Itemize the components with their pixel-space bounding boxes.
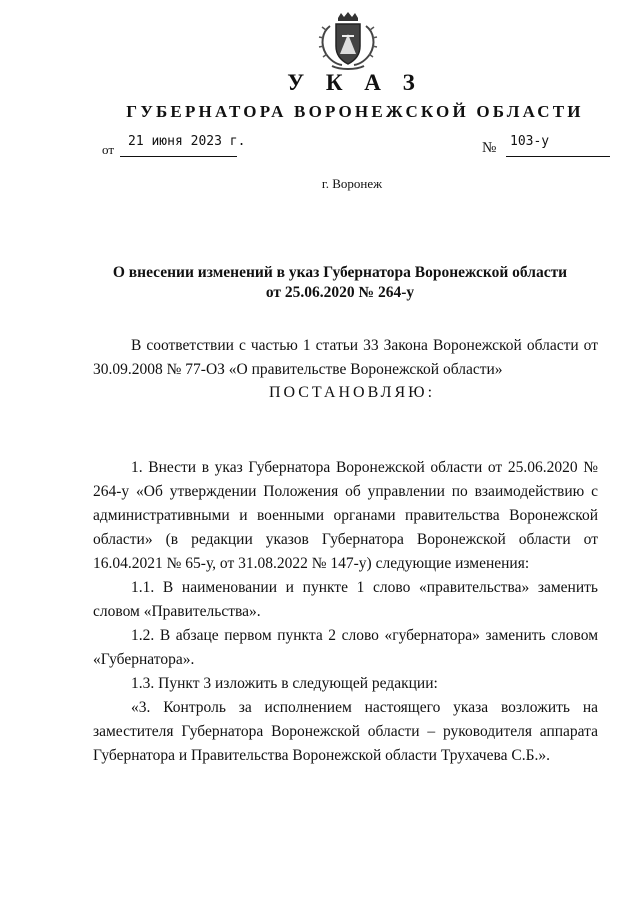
item-1-1: 1.1. В наименовании и пункте 1 слово «правительства» заменить словом «Правительства». bbox=[93, 579, 598, 620]
item-1: 1. Внести в указ Губернатора Воронежской области от 25.06.2020 № 264-у «Об утверждении Положения об управлении по взаимодействию с административными и военными органами правительства Воронежской области» (в редакции указов Губернатора Воронежской области от 16.04.2021 № 65-у, от 31.08.2022 № 147-у) следующие изменения: bbox=[93, 459, 598, 572]
date-prefix: от bbox=[102, 142, 115, 157]
coat-of-arms-icon bbox=[308, 10, 388, 72]
date-value: 21 июня 2023 г. bbox=[128, 134, 246, 149]
decree-word: ПОСТАНОВЛЯЮ: bbox=[268, 384, 436, 401]
decree-items bbox=[93, 456, 598, 768]
number-prefix: № bbox=[482, 140, 497, 156]
date-underline bbox=[120, 156, 237, 157]
preamble-block bbox=[93, 334, 598, 382]
subject-line-2: от 25.06.2020 № 264-у bbox=[265, 284, 415, 301]
item-1-3: 1.3. Пункт 3 изложить в следующей редакции: bbox=[131, 675, 438, 692]
subject-line-1: О внесении изменений в указ Губернатора Воронежской области bbox=[112, 264, 568, 281]
item-1-3-text: «3. Контроль за исполнением настоящего указа возложить на заместителя Губернатора Воронежской области – руководителя аппарата Губернатора и Правительства Воронежской области Трухачева С.Б.». bbox=[93, 699, 598, 764]
preamble: В соответствии с частью 1 статьи 33 Закона Воронежской области от 30.09.2008 № 77-ОЗ «О правительстве Воронежской области» bbox=[93, 337, 598, 378]
number-underline bbox=[506, 156, 610, 157]
item-1-2: 1.2. В абзаце первом пункта 2 слово «губернатора» заменить словом «Губернатора». bbox=[93, 627, 598, 668]
document-title: У К А З bbox=[287, 70, 423, 95]
city-label: г. Воронеж bbox=[321, 176, 383, 191]
issuing-authority: ГУБЕРНАТОРА ВОРОНЕЖСКОЙ ОБЛАСТИ bbox=[126, 102, 584, 121]
number-value: 103-у bbox=[510, 134, 550, 149]
document-subject bbox=[100, 263, 580, 303]
